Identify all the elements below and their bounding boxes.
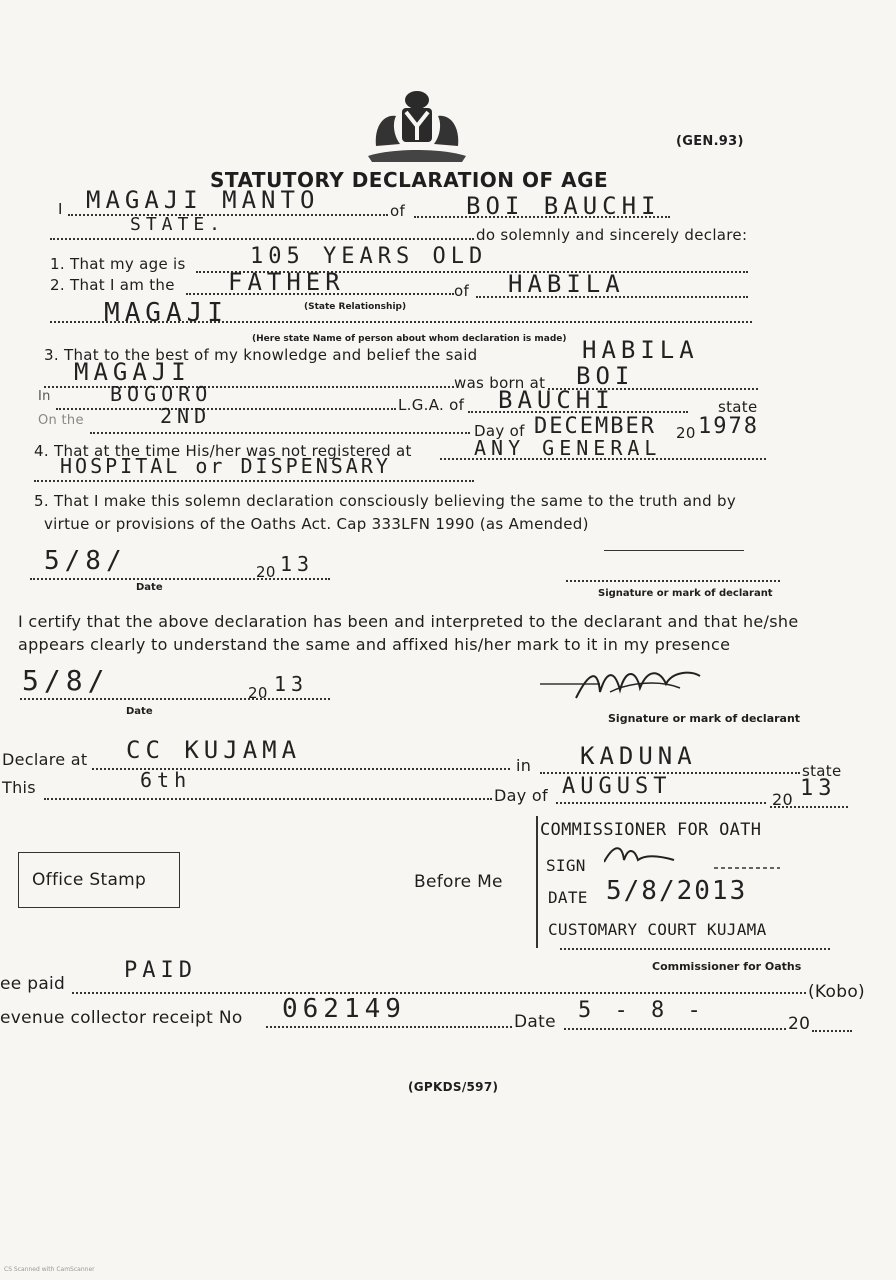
on-value: 2ND bbox=[160, 404, 212, 428]
this-value: 6th bbox=[140, 768, 192, 792]
surname-value: MAGAJI bbox=[104, 298, 228, 328]
i-label: I bbox=[58, 200, 63, 218]
sign2-signature-label: Signature or mark of declarant bbox=[608, 712, 801, 725]
lga-label: L.G.A. of bbox=[398, 396, 465, 414]
of-label: of bbox=[390, 202, 406, 220]
declare-day-of-value: AUGUST bbox=[562, 774, 672, 799]
solemn-line2: virtue or provisions of the Oaths Act. Cap 333LFN 1990 (as Amended) bbox=[44, 515, 589, 533]
day-of-value: DECEMBER bbox=[534, 414, 656, 439]
sign2-date-value: 5/8/ bbox=[22, 664, 110, 697]
signature-scribble-icon bbox=[540, 662, 720, 706]
stamp-line4: CUSTOMARY COURT KUJAMA bbox=[548, 920, 767, 939]
stamp-date-label: DATE bbox=[548, 888, 588, 907]
belief-label: 3. That to the best of my knowledge and belief the said bbox=[44, 346, 478, 364]
page-title: STATUTORY DECLARATION OF AGE bbox=[210, 168, 609, 192]
fee-date-label: Date bbox=[514, 1012, 556, 1032]
state-value: STATE. bbox=[130, 214, 226, 235]
solemn-line1: 5. That I make this solemn declaration consciously believing the same to the truth and by bbox=[34, 492, 736, 510]
day-of-label: Day of bbox=[474, 422, 525, 440]
sign1-year-prefix: 20 bbox=[256, 563, 276, 581]
receipt-value: 062149 bbox=[282, 994, 406, 1024]
declare-day-of-label: Day of bbox=[494, 786, 548, 805]
stamp-line2: SIGN bbox=[546, 856, 586, 875]
age-value: 105 YEARS OLD bbox=[250, 244, 488, 269]
receipt-label: evenue collector receipt No bbox=[0, 1008, 243, 1028]
relation-label: 2. That I am the bbox=[50, 276, 175, 294]
declare-in-label: in bbox=[516, 756, 532, 775]
relation-of-label: of bbox=[454, 282, 470, 300]
in-label: In bbox=[38, 389, 51, 404]
form-code: (GEN.93) bbox=[676, 134, 744, 149]
belief-value: HABILA bbox=[582, 336, 699, 364]
sign2-year-prefix: 20 bbox=[248, 684, 268, 702]
coat-of-arms-icon bbox=[362, 86, 472, 164]
born-value: BOI bbox=[576, 362, 635, 390]
declare-at-value: CC KUJAMA bbox=[126, 736, 302, 764]
age-label: 1. That my age is bbox=[50, 255, 186, 273]
declarant-name: MAGAJI MANTO bbox=[86, 186, 320, 214]
kobo-label: (Kobo) bbox=[808, 982, 865, 1002]
relation-note: (State Relationship) bbox=[304, 302, 407, 312]
sign1-date-value: 5/8/ bbox=[44, 546, 127, 576]
sign1-year-value: 13 bbox=[280, 552, 315, 576]
footer-code: (GPKDS/597) bbox=[408, 1080, 499, 1094]
declare-at-label: Declare at bbox=[2, 750, 88, 769]
certify-line1: I certify that the above declaration has been and interpreted to the declarant and that he/she bbox=[18, 612, 799, 631]
certify-line2: appears clearly to understand the same and affixed his/her mark to it in my presence bbox=[18, 635, 731, 654]
office-stamp-label: Office Stamp bbox=[32, 870, 147, 890]
this-label: This bbox=[2, 778, 36, 797]
sign2-year-value: 13 bbox=[274, 672, 309, 696]
fee-value: PAID bbox=[124, 958, 197, 983]
commissioner-signature-icon bbox=[604, 842, 784, 872]
of-value: BOI BAUCHI bbox=[466, 192, 661, 220]
sign1-signature-line bbox=[604, 550, 744, 551]
on-label: On the bbox=[38, 413, 84, 428]
fee-label: ee paid bbox=[0, 974, 66, 994]
name-note: (Here state Name of person about whom declaration is made) bbox=[252, 334, 567, 344]
declare-year-value: 13 bbox=[800, 776, 837, 801]
not-registered-value2: HOSPITAL or DISPENSARY bbox=[60, 454, 391, 478]
state-label: state bbox=[718, 398, 758, 416]
relation-of-value: HABILA bbox=[508, 270, 625, 298]
declare-state-label: state bbox=[802, 762, 842, 780]
fee-year-prefix: 20 bbox=[788, 1014, 811, 1034]
year-value: 1978 bbox=[698, 414, 759, 439]
sign1-signature-label: Signature or mark of declarant bbox=[598, 588, 773, 599]
not-registered-value: ANY GENERAL bbox=[474, 436, 662, 460]
sign1-date-label: Date bbox=[136, 582, 163, 593]
stamp-date-value: 5/8/2013 bbox=[606, 876, 748, 906]
born-label: was born at bbox=[454, 374, 546, 392]
solemnly-text: do solemnly and sincerely declare: bbox=[476, 226, 748, 244]
declare-in-value: KADUNA bbox=[580, 742, 697, 770]
year-prefix: 20 bbox=[676, 424, 696, 442]
declare-year-prefix: 20 bbox=[772, 790, 793, 809]
in-value: BOGORO bbox=[110, 382, 213, 406]
before-me-label: Before Me bbox=[414, 872, 503, 892]
belief-value2: MAGAJI bbox=[74, 358, 191, 386]
stamp-line1: COMMISSIONER FOR OATH bbox=[540, 820, 762, 840]
lga-value: BAUCHI bbox=[498, 386, 615, 414]
fee-date-value: 5 - 8 - bbox=[578, 998, 706, 1023]
relation-value: FATHER bbox=[228, 268, 345, 296]
commissioner-label: Commissioner for Oaths bbox=[652, 960, 802, 973]
scanner-watermark: CS Scanned with CamScanner bbox=[4, 1266, 95, 1273]
not-registered-label: 4. That at the time His/her was not registered at bbox=[34, 442, 412, 460]
sign2-date-label: Date bbox=[126, 706, 153, 717]
